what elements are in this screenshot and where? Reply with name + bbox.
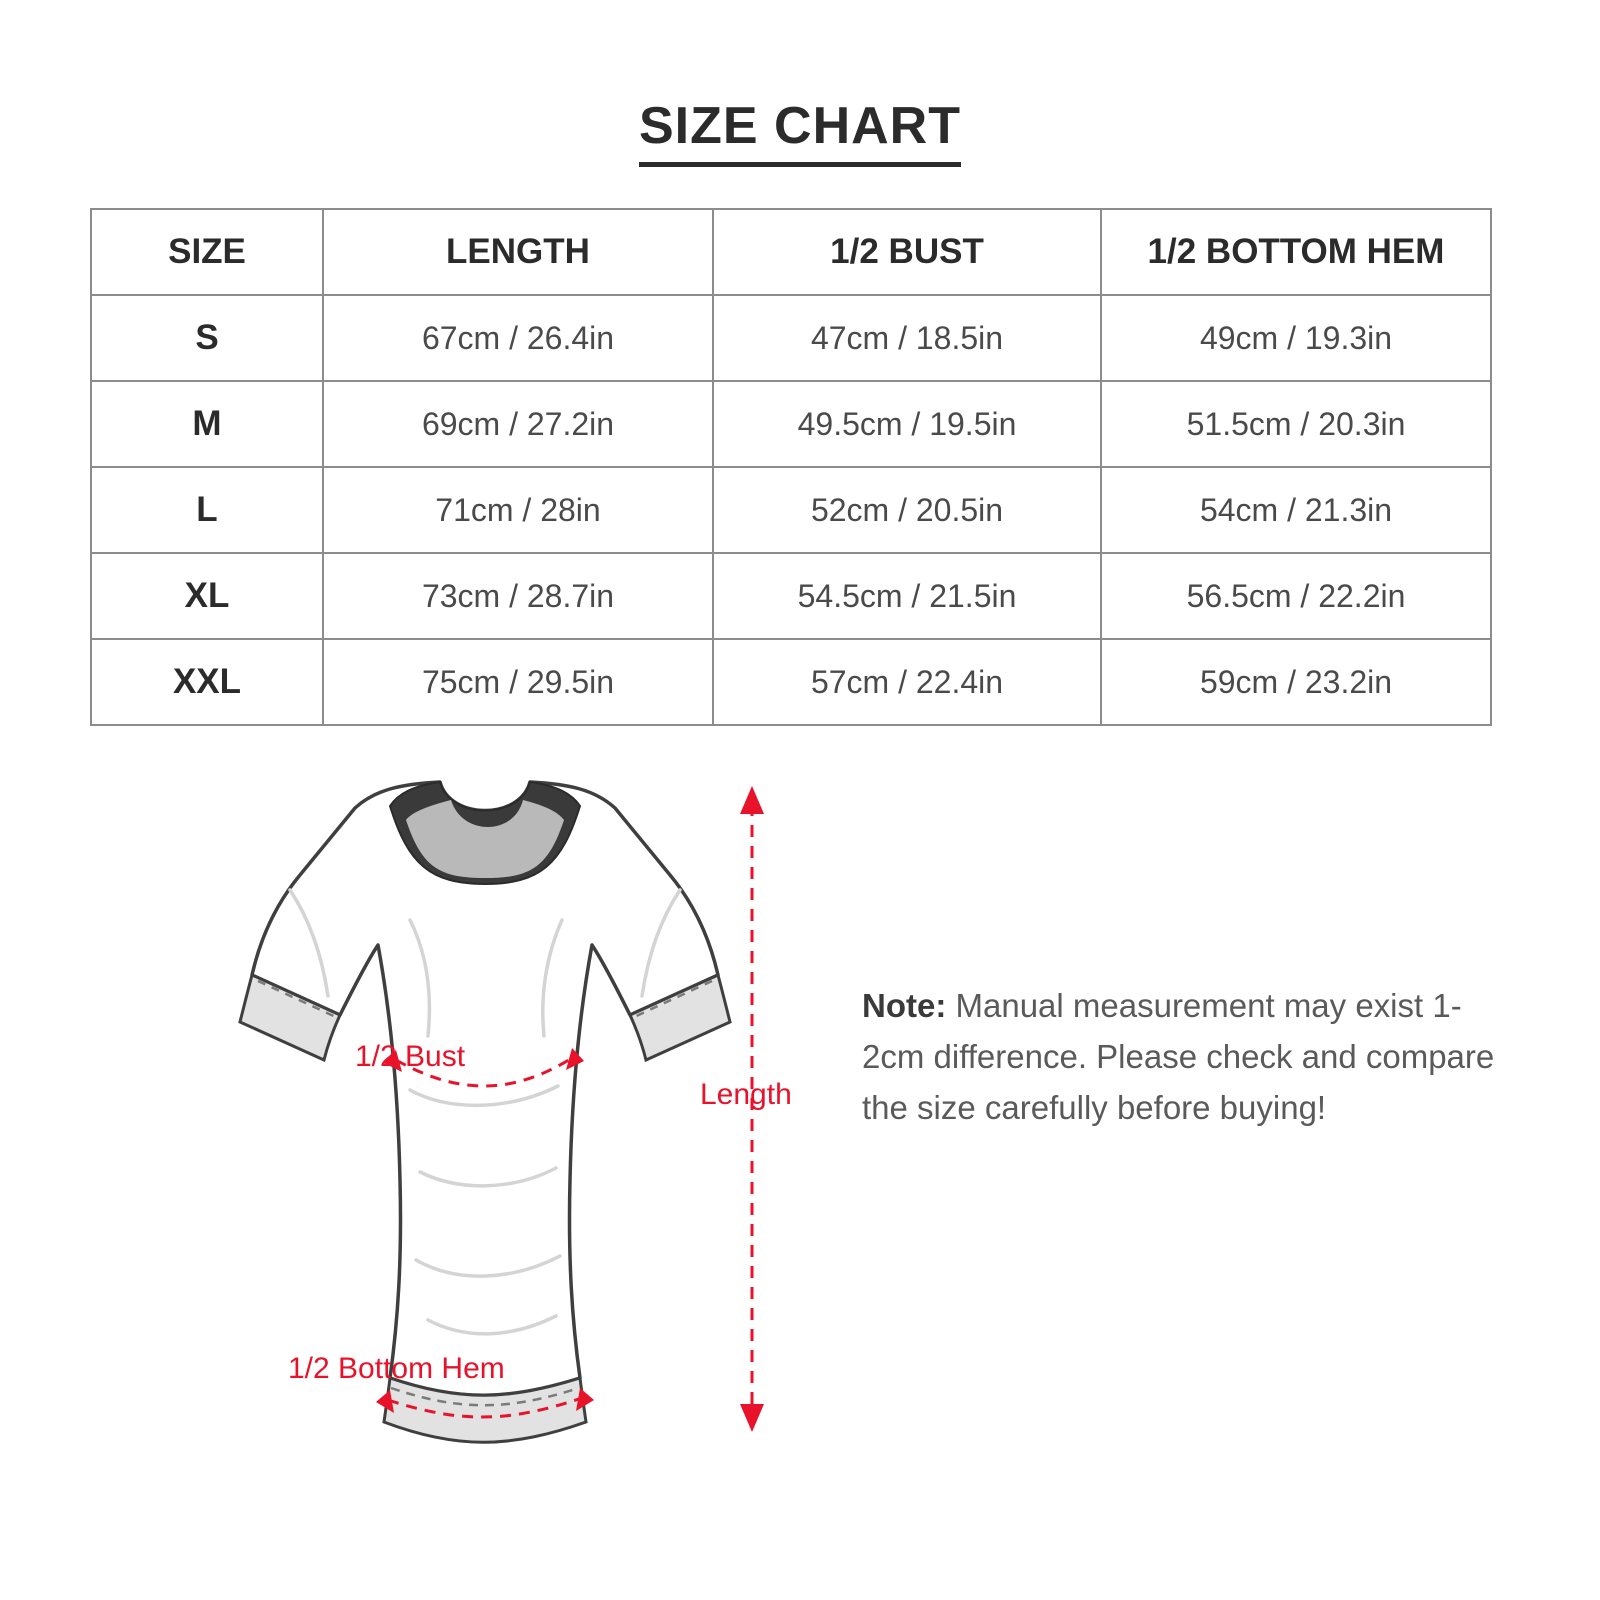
cell-size: XL	[91, 553, 323, 639]
cell-size: S	[91, 295, 323, 381]
length-arrow-bottom	[740, 1404, 764, 1432]
cell-half-bottom-hem: 51.5cm / 20.3in	[1101, 381, 1491, 467]
cell-half-bust: 52cm / 20.5in	[713, 467, 1101, 553]
note-text: Manual measurement may exist 1-2cm difference. Please check and compare the size carefully before buying!	[862, 987, 1495, 1127]
table-row	[91, 553, 1491, 639]
table-row	[91, 639, 1491, 725]
cell-size: L	[91, 467, 323, 553]
column-header-half-bottom-hem: 1/2 BOTTOM HEM	[1101, 209, 1491, 295]
size-chart-table-wrap	[90, 208, 1490, 726]
page-title-wrap	[0, 96, 1600, 167]
cell-half-bust: 47cm / 18.5in	[713, 295, 1101, 381]
size-chart-table	[90, 208, 1492, 726]
table-header-row	[91, 209, 1491, 295]
cell-half-bottom-hem: 49cm / 19.3in	[1101, 295, 1491, 381]
cell-half-bottom-hem: 56.5cm / 22.2in	[1101, 553, 1491, 639]
tshirt-outline	[240, 782, 730, 1442]
label-half-bottom-hem: 1/2 Bottom Hem	[288, 1352, 505, 1385]
cell-length: 75cm / 29.5in	[323, 639, 713, 725]
page-title: SIZE CHART	[639, 96, 961, 167]
column-header-length: LENGTH	[323, 209, 713, 295]
cell-half-bust: 54.5cm / 21.5in	[713, 553, 1101, 639]
length-arrow-top	[740, 786, 764, 814]
table-row	[91, 467, 1491, 553]
cell-half-bust: 49.5cm / 19.5in	[713, 381, 1101, 467]
cell-half-bottom-hem: 59cm / 23.2in	[1101, 639, 1491, 725]
measurement-note	[862, 980, 1502, 1133]
cell-length: 71cm / 28in	[323, 467, 713, 553]
label-half-bust: 1/2 Bust	[355, 1040, 466, 1073]
cell-size: M	[91, 381, 323, 467]
column-header-size: SIZE	[91, 209, 323, 295]
label-length: Length	[700, 1078, 792, 1111]
cell-length: 73cm / 28.7in	[323, 553, 713, 639]
note-prefix: Note:	[862, 987, 947, 1024]
cell-length: 69cm / 27.2in	[323, 381, 713, 467]
cell-half-bust: 57cm / 22.4in	[713, 639, 1101, 725]
cell-length: 67cm / 26.4in	[323, 295, 713, 381]
column-header-half-bust: 1/2 BUST	[713, 209, 1101, 295]
table-row	[91, 295, 1491, 381]
table-row	[91, 381, 1491, 467]
cell-size: XXL	[91, 639, 323, 725]
cell-half-bottom-hem: 54cm / 21.3in	[1101, 467, 1491, 553]
